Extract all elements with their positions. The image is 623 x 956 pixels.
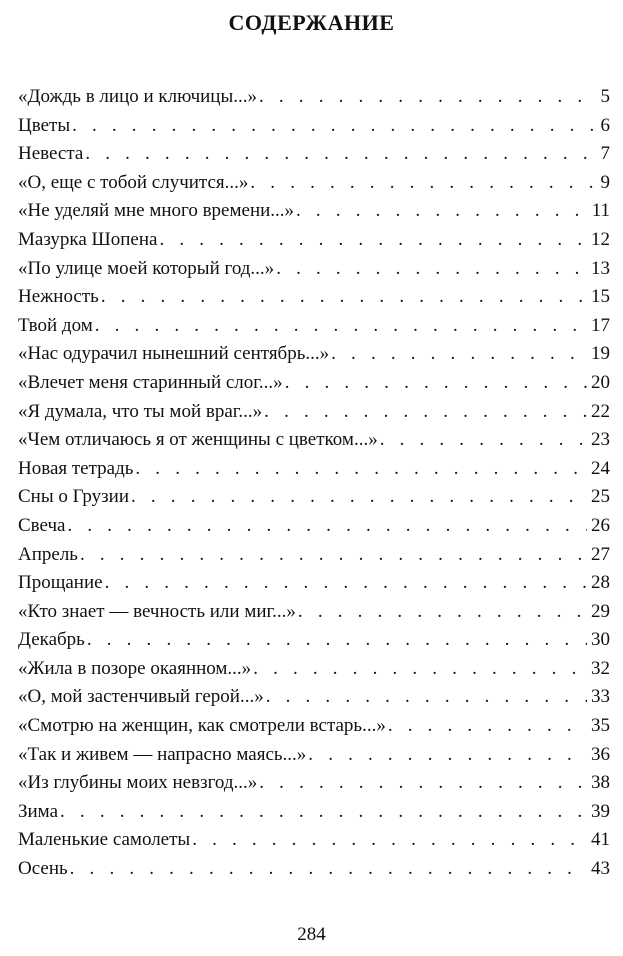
toc-leader-dots <box>95 312 587 341</box>
toc-entry <box>18 512 610 541</box>
toc-entry-page-number: 35 <box>591 715 610 737</box>
toc-entry-page-number: 39 <box>591 800 610 822</box>
toc-entry-page-number: 23 <box>591 429 610 451</box>
toc-entry <box>18 112 610 141</box>
toc-entry-title: «Жила в позоре окаянном...» <box>18 657 252 679</box>
toc-entry-title: «Я думала, что ты мой враг...» <box>18 400 263 422</box>
toc-entry-title: «Смотрю на женщин, как смотрели встарь...» <box>18 715 386 737</box>
toc-entry-title: «Нас одурачил нынешний сентябрь...» <box>18 343 330 365</box>
toc-leader-dots <box>70 855 587 884</box>
toc-entry <box>18 283 610 312</box>
toc-entry <box>18 340 610 369</box>
toc-leader-dots <box>192 826 587 855</box>
toc-entry-page-number: 9 <box>600 171 610 193</box>
toc-leader-dots <box>250 169 596 198</box>
toc-entry <box>18 655 610 684</box>
toc-entry <box>18 769 610 798</box>
toc-entry-title: «Чем отличаюсь я от женщины с цветком...» <box>18 429 378 451</box>
toc-entry-page-number: 26 <box>591 514 610 536</box>
toc-leader-dots <box>276 255 587 284</box>
toc-entry-title: Твой дом <box>18 314 93 336</box>
toc-entry <box>18 483 610 512</box>
toc-entry-title: Маленькие самолеты <box>18 829 191 851</box>
page-title: СОДЕРЖАНИЕ <box>228 10 395 35</box>
toc-entry-title: «Дождь в лицо и ключицы...» <box>18 86 257 107</box>
toc-entry <box>18 455 610 484</box>
toc-leader-dots <box>85 140 596 169</box>
toc-entry-title: Свеча <box>18 514 66 536</box>
toc-leader-dots <box>264 398 587 427</box>
toc-leader-dots <box>87 626 587 655</box>
toc-entry-page-number: 29 <box>591 600 610 622</box>
toc-entry-page-number: 25 <box>591 486 610 508</box>
toc-entry <box>18 169 610 198</box>
toc-leader-dots <box>388 712 587 741</box>
toc-entry <box>18 598 610 627</box>
toc-entry-page-number: 11 <box>591 200 610 222</box>
toc-entry-title: Апрель <box>18 543 78 565</box>
toc-entry-title: Декабрь <box>18 629 85 651</box>
toc-entry-page-number: 7 <box>600 143 610 165</box>
toc-entry-page-number: 38 <box>591 772 610 794</box>
toc-leader-dots <box>101 283 587 312</box>
toc-leader-dots <box>285 369 587 398</box>
toc-entry-title: Нежность <box>18 286 99 308</box>
toc-entry <box>18 312 610 341</box>
toc-leader-dots <box>259 769 587 798</box>
toc-entry <box>18 197 610 226</box>
toc-entry-title: «Кто знает — вечность или миг...» <box>18 600 296 622</box>
toc-entry <box>18 712 610 741</box>
toc-leader-dots <box>296 197 588 226</box>
toc-leader-dots <box>308 741 587 770</box>
toc-entry-page-number: 27 <box>591 543 610 565</box>
toc-entry-page-number: 24 <box>591 457 610 479</box>
toc-leader-dots <box>331 340 587 369</box>
toc-leader-dots <box>159 226 587 255</box>
toc-leader-dots <box>380 426 587 455</box>
toc-entry-title: «О, мой застенчивый герой...» <box>18 686 264 708</box>
toc-entry-page-number: 5 <box>600 86 610 107</box>
toc-entry-title: «Из глубины моих невзгод...» <box>18 772 258 794</box>
toc-entry-page-number: 28 <box>591 572 610 594</box>
toc-entry-title: «Не уделяй мне много времени...» <box>18 200 295 222</box>
toc-entry-page-number: 6 <box>600 114 610 136</box>
toc-entry-title: Сны о Грузии <box>18 486 129 508</box>
toc-entry <box>18 855 610 884</box>
toc-leader-dots <box>67 512 587 541</box>
toc-entry-page-number: 32 <box>591 657 610 679</box>
toc-entry <box>18 798 610 827</box>
toc-entry <box>18 541 610 570</box>
toc-entry-page-number: 17 <box>591 314 610 336</box>
toc-entry-page-number: 30 <box>591 629 610 651</box>
table-of-contents <box>18 83 610 884</box>
toc-leader-dots <box>135 455 587 484</box>
toc-entry-page-number: 13 <box>591 257 610 279</box>
toc-leader-dots <box>72 112 596 141</box>
toc-entry-title: Цветы <box>18 114 71 136</box>
toc-entry <box>18 83 610 112</box>
toc-entry <box>18 826 610 855</box>
toc-entry-title: Новая тетрадь <box>18 457 134 479</box>
toc-entry-page-number: 20 <box>591 371 610 393</box>
toc-entry <box>18 626 610 655</box>
toc-entry-page-number: 36 <box>591 743 610 765</box>
toc-entry-page-number: 15 <box>591 286 610 308</box>
toc-entry-page-number: 12 <box>591 228 610 250</box>
toc-entry <box>18 255 610 284</box>
toc-leader-dots <box>60 798 587 827</box>
toc-entry <box>18 398 610 427</box>
toc-leader-dots <box>105 569 587 598</box>
toc-leader-dots <box>298 598 587 627</box>
toc-entry-title: «Влечет меня старинный слог...» <box>18 371 283 393</box>
toc-leader-dots <box>259 83 597 112</box>
toc-entry-title: Невеста <box>18 143 84 165</box>
toc-entry-title: «О, еще с тобой случится...» <box>18 171 249 193</box>
toc-entry <box>18 140 610 169</box>
toc-entry-title: «Так и живем — напрасно маясь...» <box>18 743 307 765</box>
toc-entry <box>18 369 610 398</box>
toc-entry <box>18 426 610 455</box>
toc-leader-dots <box>131 483 587 512</box>
toc-entry-page-number: 43 <box>591 858 610 880</box>
toc-entry-page-number: 41 <box>591 829 610 851</box>
toc-leader-dots <box>266 683 587 712</box>
toc-entry-title: «По улице моей который год...» <box>18 257 275 279</box>
toc-entry <box>18 741 610 770</box>
toc-entry <box>18 226 610 255</box>
toc-entry-page-number: 19 <box>591 343 610 365</box>
toc-entry-title: Прощание <box>18 572 103 594</box>
page-number: 284 <box>297 924 326 945</box>
toc-entry-title: Зима <box>18 800 59 822</box>
toc-entry <box>18 683 610 712</box>
toc-leader-dots <box>253 655 587 684</box>
toc-entry-page-number: 22 <box>591 400 610 422</box>
toc-entry-title: Мазурка Шопена <box>18 228 158 250</box>
toc-leader-dots <box>80 541 587 570</box>
toc-entry-page-number: 33 <box>591 686 610 708</box>
toc-entry-title: Осень <box>18 858 68 880</box>
toc-entry <box>18 569 610 598</box>
